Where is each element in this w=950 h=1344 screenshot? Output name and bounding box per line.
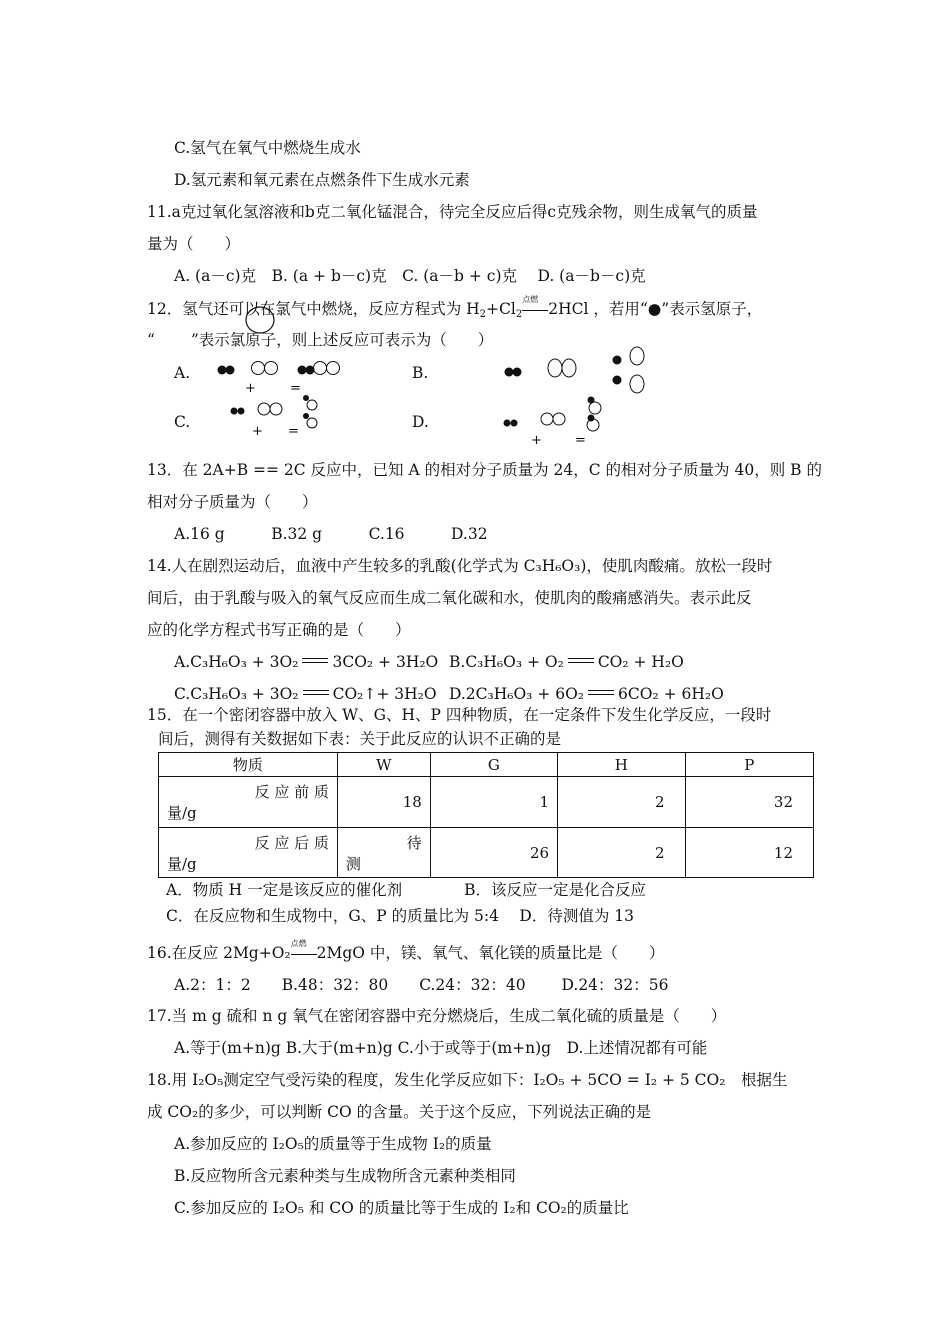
q15-options-ab: A．物质 H 一定是该反应的催化剂 B．该反应一定是化合反应 — [166, 881, 646, 899]
q12-label-c: C. — [174, 413, 191, 431]
q11-stem-cont: 量为（ ） — [147, 235, 241, 253]
table-cell: 26 — [430, 828, 557, 878]
equals-sign: = — [290, 381, 301, 396]
option-c-molecule-icon — [220, 392, 330, 438]
plus-sign: + — [531, 433, 542, 448]
table-cell: 2 — [558, 828, 686, 878]
q14-option-d: D.2C₃H₆O₃ + 6O₂ 6CO₂ + 6H₂O — [449, 685, 724, 703]
q10-option-c: C.氢气在氧气中燃烧生成水 — [174, 139, 361, 157]
q14-option-a: A.C₃H₆O₃ + 3O₂ 3CO₂ + 3H₂O — [174, 653, 439, 671]
table-cell: P — [685, 753, 813, 777]
q18-option-b: B.反应物所含元素种类与生成物所含元素种类相同 — [174, 1167, 516, 1185]
q13-stem-cont: 相对分子质量为（ ） — [147, 493, 318, 511]
q11-options: A. (a－c)克 B. (a + b－c)克 C. (a－b + c)克 D. (a－b－c)克 — [174, 267, 646, 285]
data-table — [158, 752, 814, 878]
table-row-label: 反 应 前 质 量/g — [159, 777, 338, 828]
q18-stem: 18.用 I₂O₅测定空气受污染的程度，发生化学反应如下：I₂O₅ + 5CO = I₂ + 5 CO₂ 根据生 — [147, 1071, 788, 1089]
q16-options: A.2：1：2 B.48：32：80 C.24：32：40 D.24：32：56 — [174, 976, 669, 994]
q13-options: A.16 g B.32 g C.16 D.32 — [174, 525, 488, 543]
reaction-condition: 点燃 — [522, 299, 548, 319]
table-cell: 32 — [685, 777, 813, 828]
equals-sign: = — [288, 424, 299, 438]
table-header-row — [159, 753, 814, 777]
table-cell: H — [558, 753, 686, 777]
q15-stem: 15．在一个密闭容器中放入 W、G、H、P 四种物质，在一定条件下发生化学反应，一段时 — [147, 706, 772, 724]
table-cell: 18 — [337, 777, 430, 828]
plus-sign: + — [245, 381, 256, 396]
q14-stem-cont2: 应的化学方程式书写正确的是（ ） — [147, 621, 411, 639]
q14-stem: 14.人在剧烈运动后，血液中产生较多的乳酸(化学式为 C₃H₆O₃)，使肌肉酸痛。放松一段时 — [147, 557, 773, 575]
q12-label-d: D. — [412, 413, 429, 431]
reaction-condition: 点燃 — [291, 943, 317, 963]
q14-stem-cont: 间后，由于乳酸与吸入的氧气反应而生成二氧化碳和水，使肌肉的酸痛感消失。表示此反 — [147, 589, 752, 607]
q17-options: A.等于(m+n)g B.大于(m+n)g C.小于或等于(m+n)g D.上述情况都有可能 — [174, 1039, 708, 1057]
q15-options-cd: C．在反应物和生成物中，G、P 的质量比为 5:4 D．待测值为 13 — [166, 907, 634, 925]
table-cell: W — [337, 753, 430, 777]
table-row-label: 反 应 后 质 量/g — [159, 828, 338, 878]
option-d-molecule-icon — [495, 392, 615, 448]
q14-option-c: C.C₃H₆O₃ + 3O₂ CO₂↑+ 3H₂O — [174, 685, 437, 703]
q12-label-b: B. — [412, 364, 429, 382]
q17-stem: 17.当 m g 硫和 n g 氧气在密闭容器中充分燃烧后，生成二氧化硫的质量是（ ） — [147, 1007, 727, 1025]
table-cell: 12 — [685, 828, 813, 878]
table-cell: 2 — [558, 777, 686, 828]
q12-stem: 12．氢气还可以在氯气中燃烧，反应方程式为 $H_2+Cl_2$ 点燃 2HCl ，若用“●”表示氢原子， — [147, 295, 763, 320]
q12-stem-cont: “ ”表示氯原子，则上述反应可表示为（ ） — [147, 331, 494, 349]
q15-stem-cont: 间后，测得有关数据如下表：关于此反应的认识不正确的是 — [158, 730, 562, 748]
table-cell: 物质 — [159, 753, 338, 777]
chlorine-atom-legend-icon — [244, 304, 278, 336]
q12-label-a: A. — [174, 364, 191, 382]
table-cell: G — [430, 753, 557, 777]
q18-option-a: A.参加反应的 I₂O₅的质量等于生成物 I₂的质量 — [174, 1135, 492, 1153]
plus-sign: + — [252, 424, 263, 438]
table-row — [159, 828, 814, 878]
option-b-molecule-icon — [495, 344, 655, 396]
q13-stem: 13．在 2A+B == 2C 反应中，已知 A 的相对分子质量为 24，C 的相对分子质量为 40，则 B 的 — [147, 461, 822, 479]
q10-option-d: D.氢元素和氧元素在点燃条件下生成水元素 — [174, 171, 470, 189]
q14-option-b: B.C₃H₆O₃ + O₂ CO₂ + H₂O — [449, 653, 684, 671]
table-cell: 1 — [430, 777, 557, 828]
q18-option-c: C.参加反应的 I₂O₅ 和 CO 的质量比等于生成的 I₂和 CO₂的质量比 — [174, 1199, 629, 1217]
table-cell: 待 测 — [337, 828, 430, 878]
q11-stem: 11.a克过氧化氢溶液和b克二氧化锰混合，待完全反应后得c克残余物，则生成氧气的质量 — [147, 203, 758, 221]
q16-stem: 16.在反应 2Mg+O₂ 点燃 2MgO 中，镁、氧气、氧化镁的质量比是（ ） — [147, 939, 665, 962]
table-row — [159, 777, 814, 828]
equals-sign: = — [575, 433, 586, 448]
q18-stem-cont: 成 CO₂的多少，可以判断 CO 的含量。关于这个反应，下列说法正确的是 — [147, 1103, 652, 1121]
